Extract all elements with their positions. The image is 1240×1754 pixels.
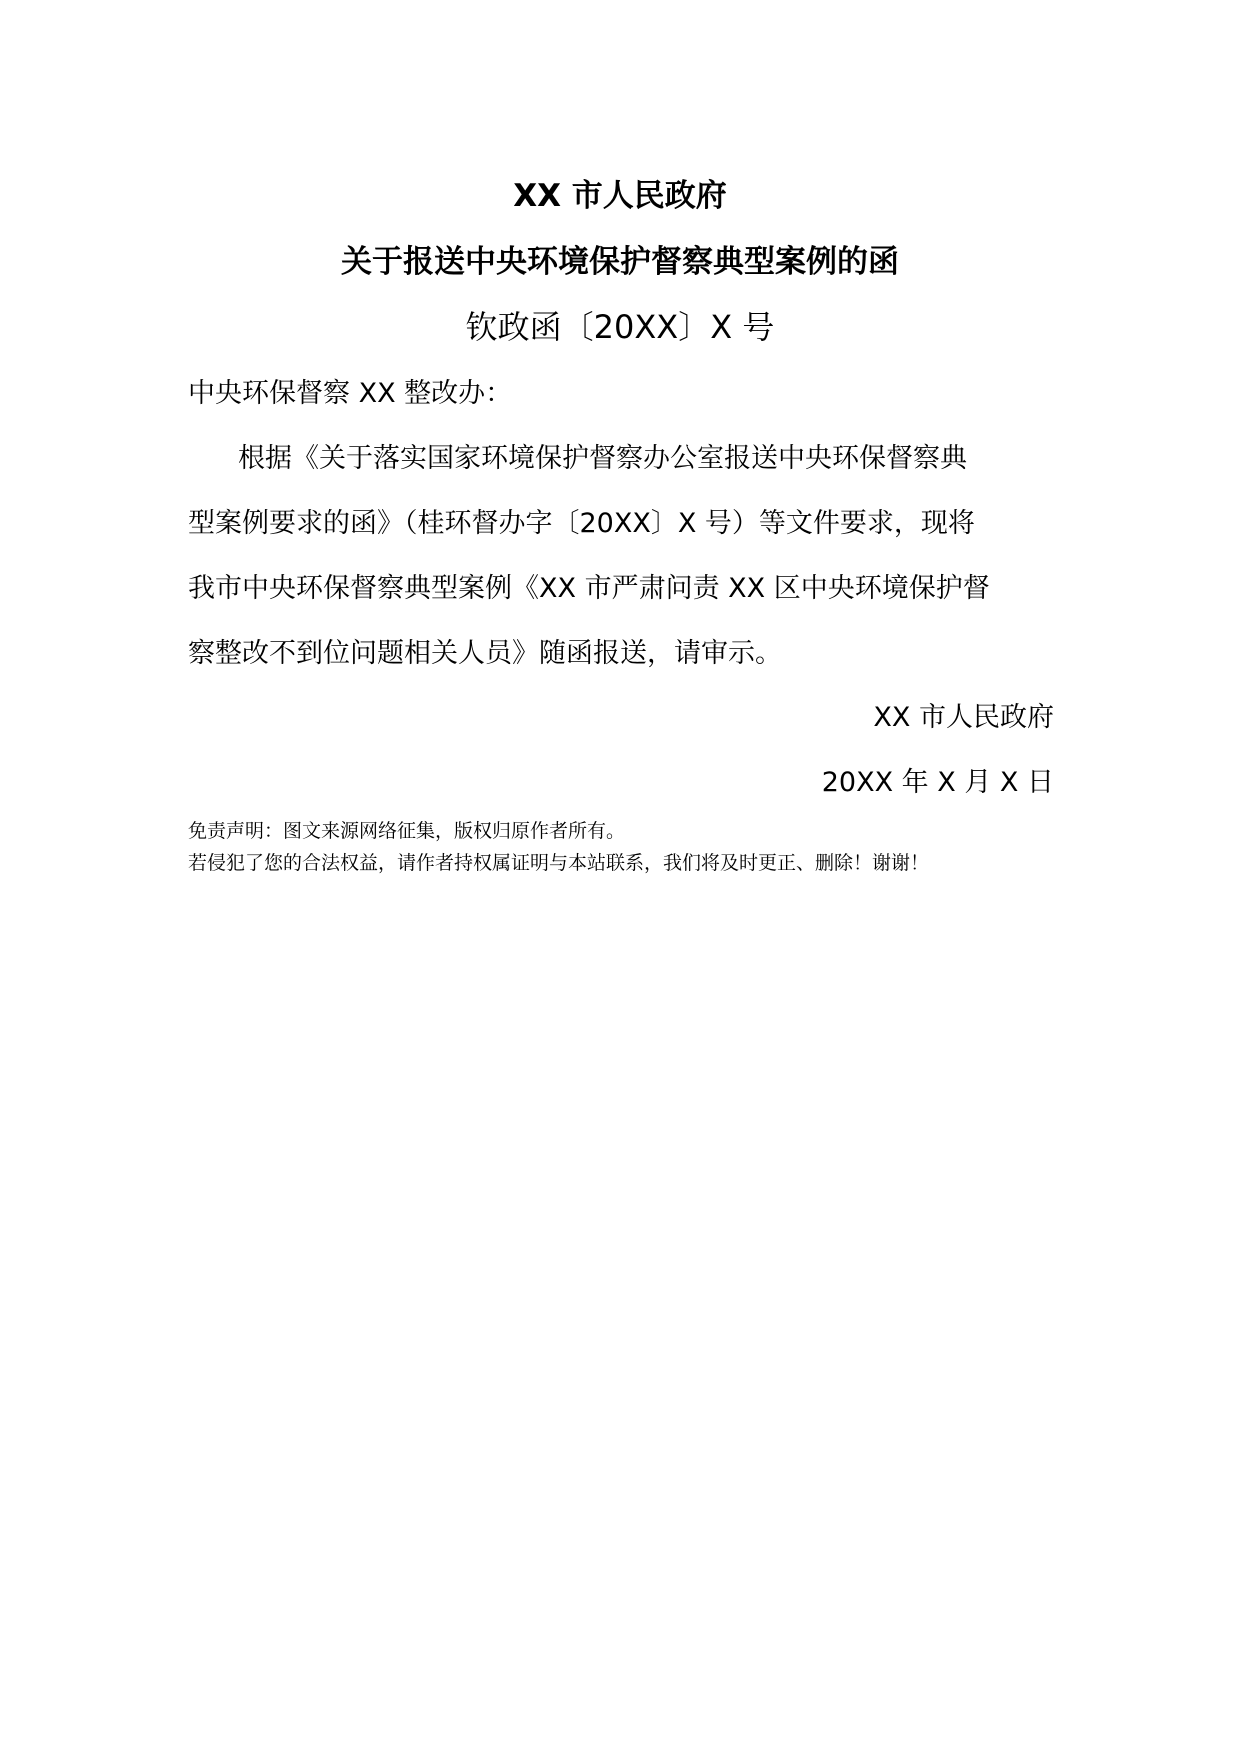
document-title-issuer: XX 市人民政府 bbox=[513, 178, 727, 214]
document-number: 钦政函〔20XX〕X 号 bbox=[465, 308, 775, 346]
body-paragraph-line: 型案例要求的函》（桂环督办字〔20XX〕X 号）等文件要求，现将 bbox=[188, 508, 975, 539]
body-paragraph-line: 根据《关于落实国家环境保护督察办公室报送中央环保督察典 bbox=[238, 443, 967, 474]
signature-date: 20XX 年 X 月 X 日 bbox=[821, 767, 1054, 798]
addressee: 中央环保督察 XX 整改办： bbox=[188, 378, 513, 409]
disclaimer-line: 若侵犯了您的合法权益，请作者持权属证明与本站联系，我们将及时更正、删除！谢谢！ bbox=[188, 852, 930, 874]
disclaimer-line: 免责声明：图文来源网络征集，版权归原作者所有。 bbox=[188, 820, 626, 842]
signature-organization: XX 市人民政府 bbox=[873, 702, 1054, 733]
document-title-subject: 关于报送中央环境保护督察典型案例的函 bbox=[341, 244, 899, 280]
body-paragraph-line: 我市中央环保督察典型案例《XX 市严肃问责 XX 区中央环境保护督 bbox=[188, 573, 990, 604]
body-paragraph-line: 察整改不到位问题相关人员》随函报送，请审示。 bbox=[188, 638, 782, 669]
